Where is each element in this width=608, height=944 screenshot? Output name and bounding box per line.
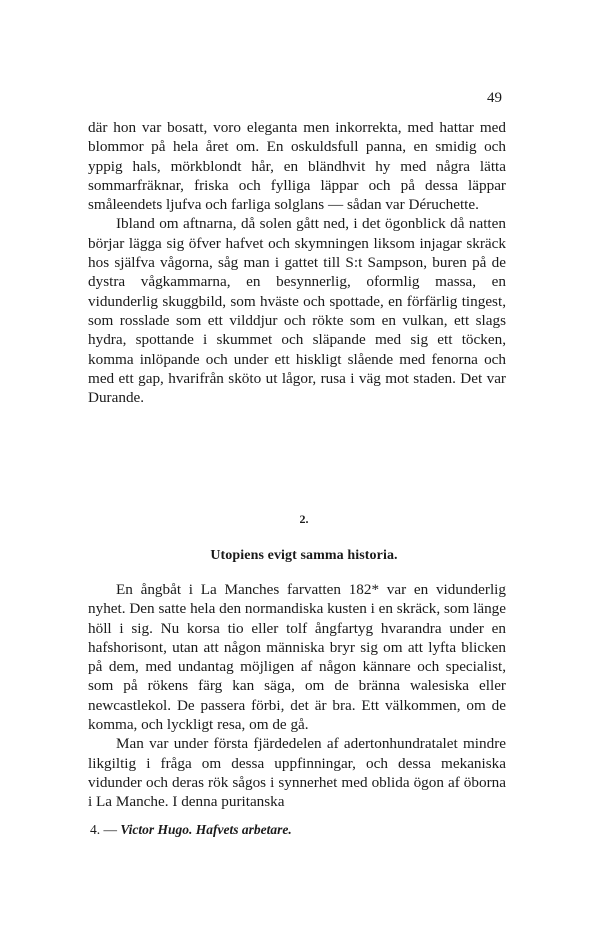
paragraph: En ångbåt i La Manches farvatten 182* var en vidunderlig nyhet. Den satte hela den normandiska kusten i en skräck, som länge höll i sig. Nu korsa tio eller tolf ångfartyg hvarandra under en hafshorisont, utan att någon människa bryr sig om att lyfta blicken på dem, med undantag möjligen af någon kännare och specialist, som på rökens färg kan säga, om de bränna walesiska eller newcastlekol. De passera förbi, det är bra. Ett välkommen, om de komma, och lyckligt resa, om de gå.: [88, 581, 506, 734]
footer-signature: 4. —: [90, 822, 117, 837]
paragraph: där hon var bosatt, voro eleganta men inkorrekta, med hattar med blommor på hela året om. En oskuldsfull panna, en smidig och yppig hals, mörkblondt hår, en bländhvit hy med några lätta sommarfräknar, friska och fylliga läppar och på dessa läppar småleendets ljufva och farliga solglans — sådan var Déruchette.: [88, 119, 506, 214]
section-number: 2.: [299, 512, 309, 526]
footer-title: Victor Hugo. Hafvets arbetare.: [120, 822, 292, 837]
page-number: 49: [487, 90, 502, 106]
section-2-text: [88, 580, 506, 812]
paragraph: Ibland om aftnarna, då solen gått ned, i det ögonblick då natten börjar lägga sig öfver hafvet och skymningen liksom injagar skräck hos själfva vågorna, såg man i gattet till S:t Sampson, buren på de dystra vågkammarna, en besynnerlig, oformlig massa, en vidunderlig skuggbild, som hväste och spottade, en förfärlig tingest, som rosslade som ett vilddjur och rökte som en vulkan, ett slags hydra, spottande i skummet och släpande med sig ett töcken, komma inlöpande och under ett hiskligt slående med fenorna och med ett gap, hvarifrån sköto ut lågor, rusa i väg mot staden. Det var Durande.: [88, 215, 506, 407]
section-1-text: [88, 118, 506, 407]
section-title: Utopiens evigt samma historia.: [210, 548, 398, 563]
page-footer: [90, 822, 292, 838]
paragraph: Man var under första fjärdedelen af adertonhundratalet mindre likgiltig i fråga om dessa uppfinningar, och dessa mekaniska vidunder och deras rök sågos i synnerhet med oblida ögon af öborna i La Manche. I denna puritanska: [88, 735, 506, 811]
